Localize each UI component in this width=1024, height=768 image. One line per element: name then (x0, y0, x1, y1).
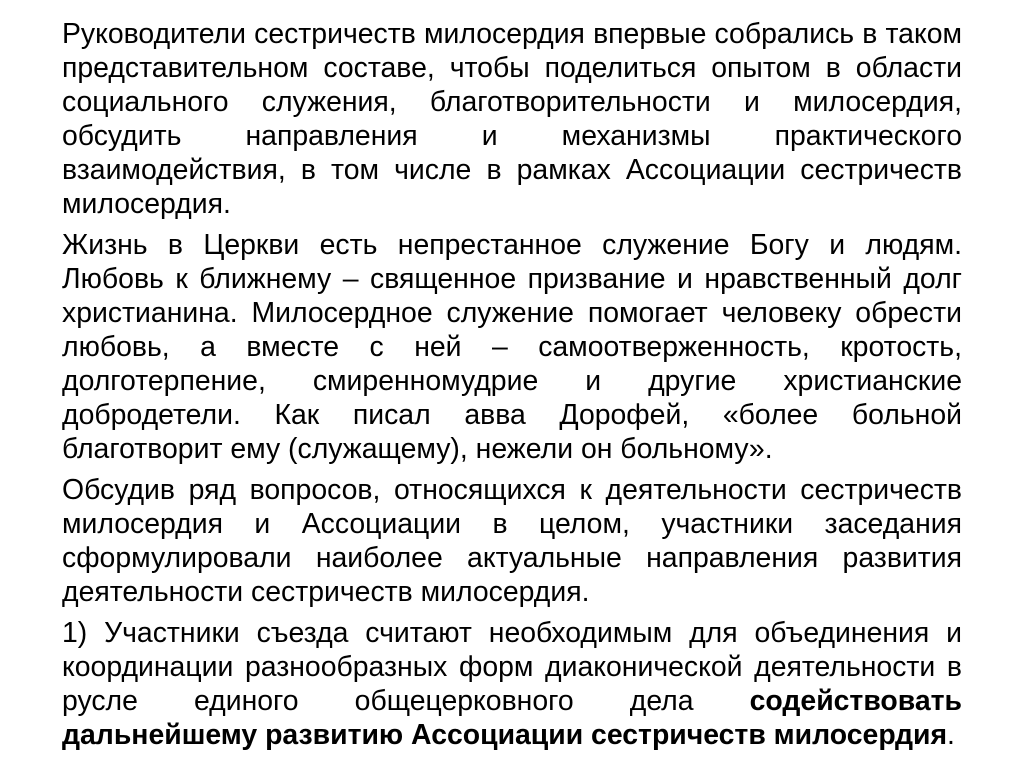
paragraph-4-end: . (947, 719, 955, 751)
paragraph-4-bold-text: содействовать дальнейшему развитию Ассоциации сестричеств милосердия (62, 685, 962, 751)
paragraph-2: Жизнь в Церкви есть непрестанное служение Богу и людям. Любовь к ближнему – священное призвание и нравственный долг христианина. Милосердное служение помогает человеку обрести любовь, а вместе с ней – самоотверженность, кротость, долготерпение, смиренномудрие и другие христианские добродетели. Как писал авва Дорофей, «более больной благотворит ему (служащему), нежели он больному». (62, 229, 962, 465)
paragraph-4 (62, 616, 962, 752)
paragraph-1: Руководители сестричеств милосердия впервые собрались в таком представительном составе, чтобы поделиться опытом в области социального служения, благотворительности и милосердия, обсудить направления и механизмы практического взаимодействия, в том числе в рамках Ассоциации сестричеств милосердия. (62, 18, 962, 220)
paragraph-4-text: 1) Участники съезда считают необходимым для объединения и координации разнообразных форм диаконической деятельности в русле единого общецерковного дела (62, 617, 962, 717)
paragraph-3: Обсудив ряд вопросов, относящихся к деятельности сестричеств милосердия и Ассоциации в целом, участники заседания сформулировали наиболее актуальные направления развития деятельности сестричеств милосердия. (62, 474, 962, 608)
